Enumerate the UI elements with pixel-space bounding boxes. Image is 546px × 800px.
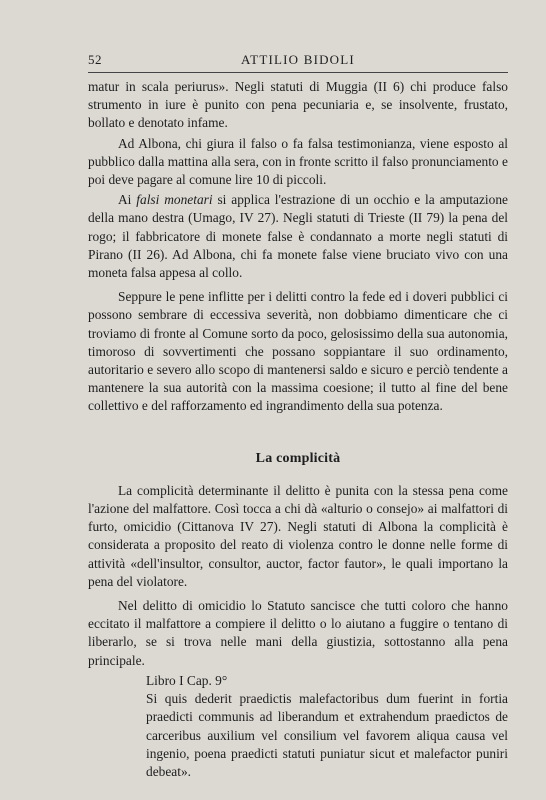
header-rule: [88, 72, 508, 73]
paragraph-penalties-severity: Seppure le pene inflitte per i delitti contro la fede ed i doveri pubblici ci possono sembrare di eccessiva severità, non dobbiamo dimenticare che ci troviamo di fronte al Comune sorto da poco, gelosissimo della sua autonomia, timoroso di sovvertimenti che possano soppiantare il suo ordinamento, autoritario e severo allo scopo di mantenersi saldo e sicuro e perciò tendente a mantenere la sua autorità con la massima coesione; il tutto al fine del bene collettivo e del rafforzamento ed ingrandimento della sua potenza.: [88, 289, 508, 414]
paragraph-continuation: matur in scala periurus». Negli statuti di Muggia (II 6) chi produce falso strumento in iure è punito con pena pecuniaria e, se insolvente, frustato, bollato e denotato infame.: [88, 79, 508, 131]
italic-term-falsi-monetari: falsi monetari: [136, 192, 213, 208]
statute-reference: Libro I Cap. 9°: [146, 672, 228, 688]
latin-quotation: Si quis dederit praedictis malefactoribus dum fuerint in fortia praedicti communis ad liberandum et extrahendum praedictos de carceribus auxilium vel consilium vel favorem aliqua causa vel ingenio, poena praedicti statuti puniatur sicut et malefactor puniri debeat».: [146, 691, 508, 779]
running-title: ATTILIO BIDOLI: [241, 52, 355, 67]
paragraph-complicity: La complicità determinante il delitto è punita con la stessa pena come l'azione del malfattore. Così tocca a chi dà «alturio o consejo» ai malfattori di furto, omicidio (Cittanova IV 27). Negli statuti di Albona la complicità è considerata a proposito del reato di violenza contro le donne nelle forme di attività «dell'insultor, consultor, auctor, factor fautor», le quali importano la pena del violatore.: [88, 482, 508, 589]
body-text: [88, 78, 508, 781]
paragraph-false-coiners-lead: Ai: [118, 192, 137, 208]
page-number: 52: [88, 52, 102, 67]
paragraph-false-coiners: [88, 191, 508, 282]
paragraph-homicide-accomplices: Nel delitto di omicidio lo Statuto sancisce che tutti coloro che hanno eccitato il malfattore a compiere il delitto o lo aiutano a fuggire o tentano di liberarlo, se si trova nelle mani della giustizia, sottostanno alla pena principale.: [88, 598, 508, 668]
paragraph-false-coiners-rest: si applica l'estrazione di un occhio e la amputazione della mano destra (Umago, IV 27). Negli statuti di Trieste (II 79) la pena del rogo; il fabbricatore di monete false è condannato a morte negli statuti di Pirano (II 26). Ad Albona, chi fa monete false viene bruciato vivo con una moneta falsa appesa al collo.: [88, 192, 508, 281]
running-head: [88, 52, 508, 70]
paragraph-albona-perjury: Ad Albona, chi giura il falso o fa falsa testimonianza, viene esposto al pubblico dalla mattina alla sera, con in fronte scritto il falso pronunciamento e poi deve pagare al comune lire 10 di piccoli.: [88, 135, 508, 188]
section-title: La complicità: [255, 450, 341, 466]
